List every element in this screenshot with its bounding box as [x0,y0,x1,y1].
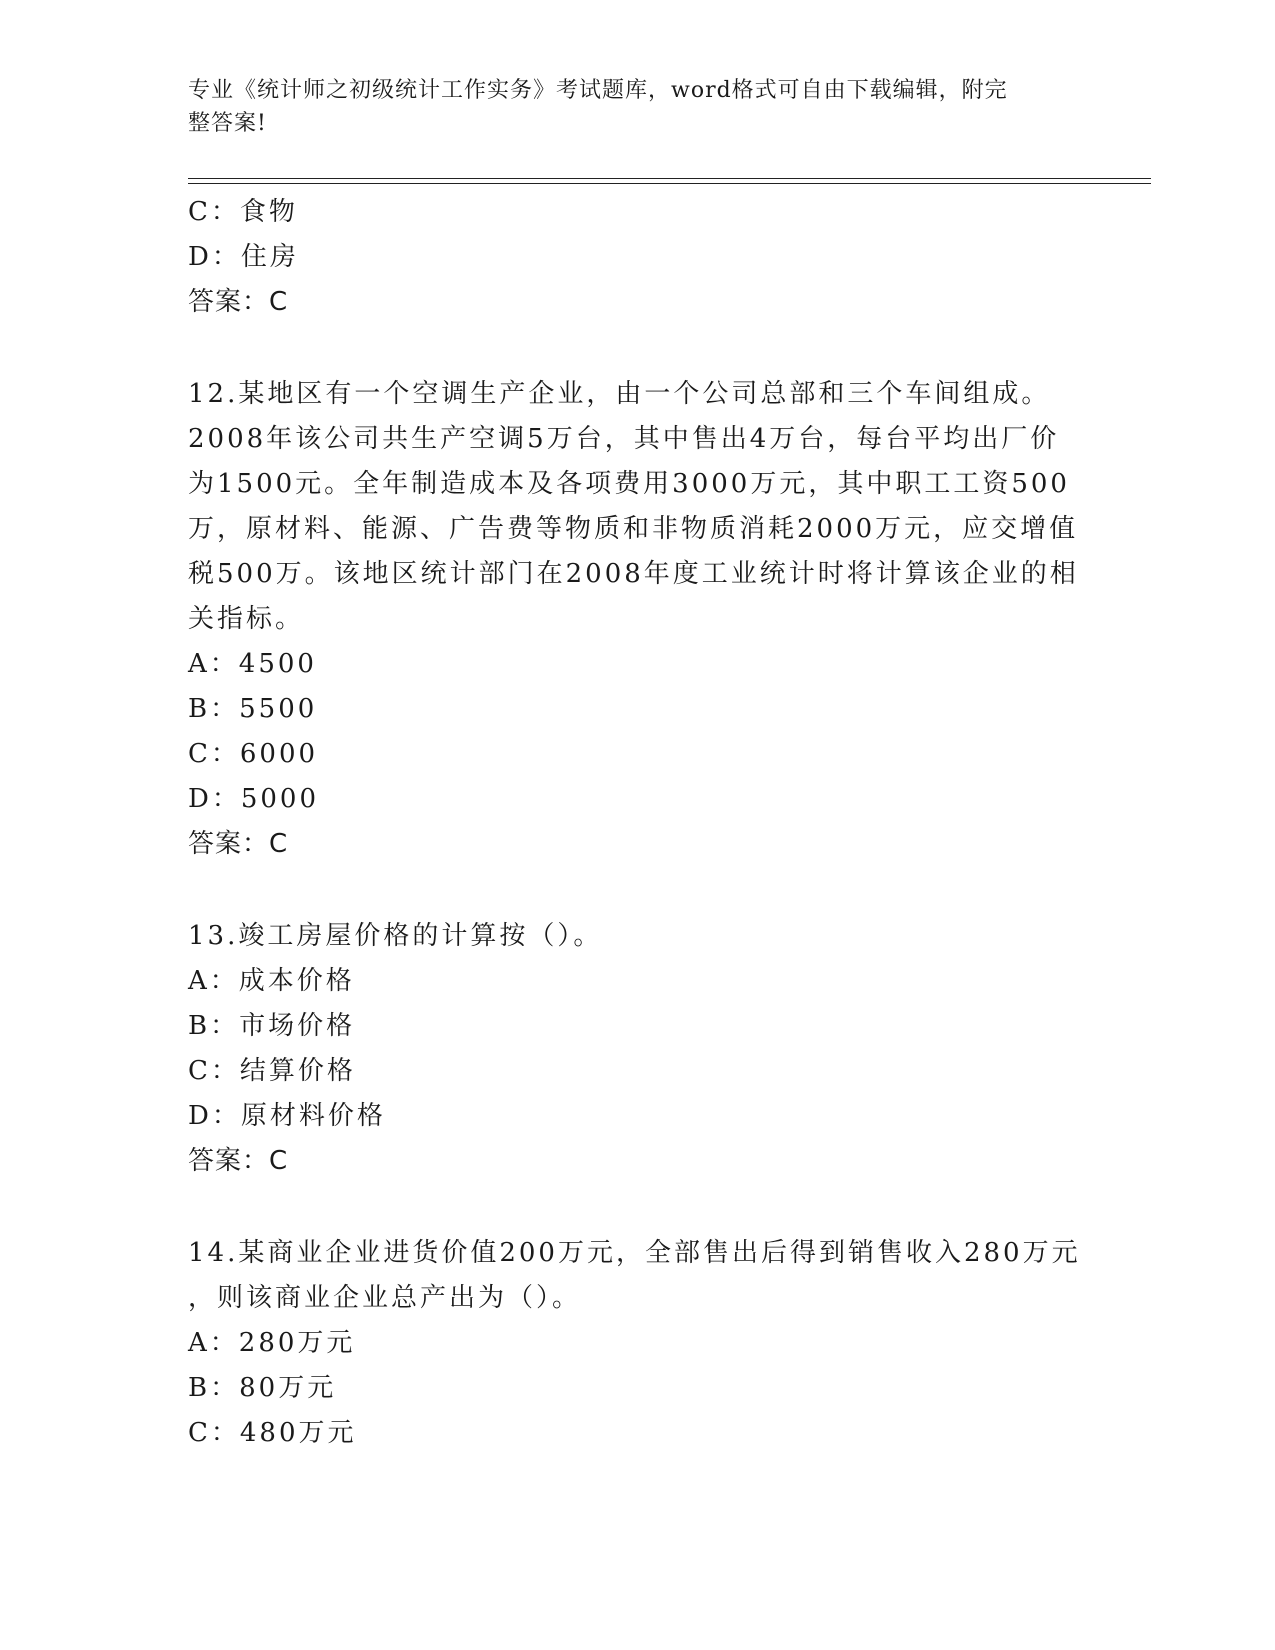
question-text-line: 税500万。该地区统计部门在2008年度工业统计时将计算该企业的相 [188,559,1079,589]
option-line: A：4500 [188,649,317,679]
option-line: A：280万元 [188,1328,356,1358]
question-content [188,190,1088,1456]
question-text-line: 13.竣工房屋价格的计算按（）。 [188,921,603,951]
option-line: D：5000 [188,784,320,814]
spacer [188,867,1088,914]
option-line: C：食物 [188,197,298,227]
option-line: C：6000 [188,739,319,769]
option-line: C：结算价格 [188,1056,356,1086]
header-line-2: 整答案! [188,111,267,136]
question-text-line: 12.某地区有一个空调生产企业，由一个公司总部和三个车间组成。 [188,379,1051,409]
question-text-line: 2008年该公司共生产空调5万台，其中售出4万台，每台平均出厂价 [188,424,1060,454]
option-line: B：5500 [188,694,318,724]
spacer [188,325,1088,372]
header-divider-bottom [188,183,1151,184]
answer-line: 答案：C [188,287,289,317]
spacer [188,1184,1088,1231]
question-text-line: ，则该商业企业总产出为（）。 [188,1283,582,1313]
option-line: B：80万元 [188,1373,337,1403]
option-line: D：住房 [188,242,299,272]
document-header [188,74,1088,140]
question-text-line: 关指标。 [188,604,305,634]
answer-line: 答案：C [188,1146,289,1176]
option-line: C：480万元 [188,1418,357,1448]
question-text-line: 为1500元。全年制造成本及各项费用3000万元，其中职工工资500 [188,469,1070,499]
option-line: A：成本价格 [188,966,355,996]
header-line-1: 专业《统计师之初级统计工作实务》考试题库，word格式可自由下载编辑，附完 [188,78,1008,103]
header-divider-top [188,178,1151,179]
question-text-line: 万，原材料、能源、广告费等物质和非物质消耗2000万元，应交增值 [188,514,1079,544]
option-line: B：市场价格 [188,1011,356,1041]
question-text-line: 14.某商业企业进货价值200万元，全部售出后得到销售收入280万元 [188,1238,1081,1268]
option-line: D：原材料价格 [188,1101,386,1131]
answer-line: 答案：C [188,829,289,859]
